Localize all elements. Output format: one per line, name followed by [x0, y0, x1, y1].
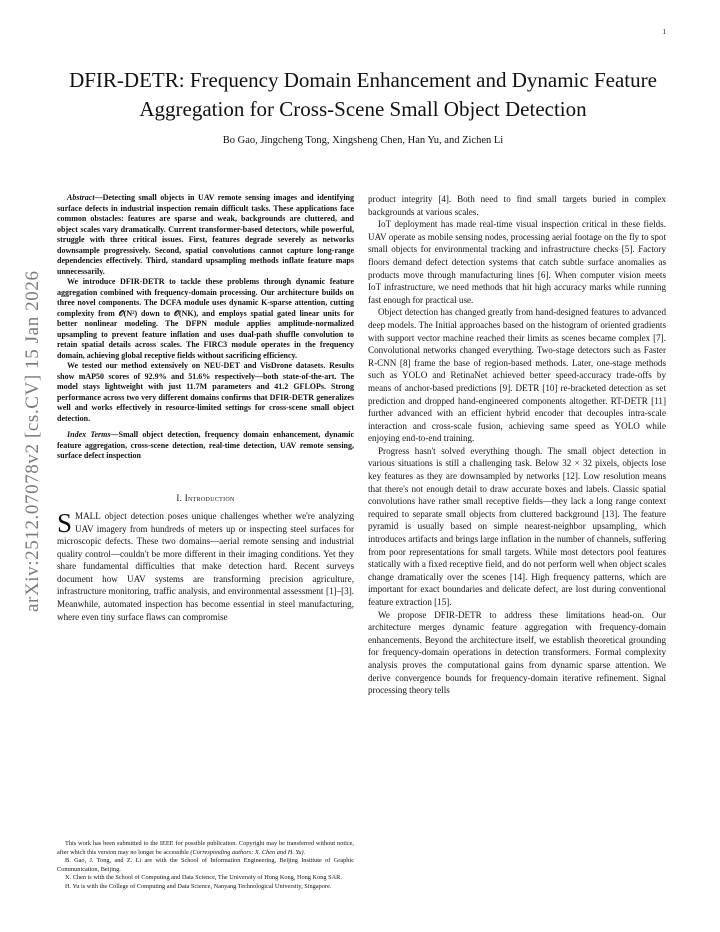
abstract-paragraph-2: We introduce DFIR-DETR to tackle these problems through dynamic feature aggregation combined with frequency-domain processing. Our architecture builds on three novel components. The DCFA module uses dynamic K-sparse attention, cutting complexity from 𝒪(N²) down to 𝒪(NK), and employs spatial gated linear units for better nonlinear modeling. The DFPN module applies amplitude-normalized upsampling to prevent feature inflation and uses dual-path shuffle convolution to retain spatial details across scales. The FIRC3 module operates in the frequency domain, achieving global receptive fields without sacrificing efficiency. [57, 277, 354, 360]
right-paragraph-3: Progress hasn't solved everything though. The small object detection in various situations is still a challenging task. Below 32 × 32 pixels, objects lose key features as they are downsampled by networks [12]. Low resolution means that there's not enough detail to draw accurate boxes and labels. Classic spatial convolutions have rather small receptive fields—they lack a long range context required to separate small objects from cluttered background [13]. The feature pyramid is usually based on simple nearest-neighbor upsampling, which introduces artifacts and brings large inflation in the number of channels, suffering from poor representations for small targets. While most detectors pool features statically with a fixed receptive field, and do not perform well when object scales change dramatically over the scenes [14]. High frequency patterns, which are important for exact boundaries and delicate defect, are lost during conventional feature extraction [15]. [368, 445, 666, 607]
right-paragraph-1: IoT deployment has made real-time visual inspection critical in these fields. UAV operate as mobile sensing nodes, processing aerial footage on the fly to spot small objects for environmental tracking and infrastructure checks [5]. Factory floors demand defect detection systems that catch subtle surface anomalies as products move through manufacturing lines [6]. When computer vision meets IoT infrastructure, we need methods that hit high accuracy marks while running fast enough for practical use. [368, 219, 666, 305]
index-terms-text: —Small object detection, frequency domain enhancement, dynamic feature aggregation, cross-scene detection, real-time detection, UAV remote sensing, surface defect inspection [57, 430, 355, 460]
right-column [368, 193, 666, 697]
introduction-paragraph [57, 507, 354, 623]
abstract-paragraph-1 [57, 193, 354, 277]
drop-cap: S [57, 507, 73, 538]
intro-first-word: MALL [75, 510, 101, 521]
abstract [57, 193, 354, 424]
right-paragraph-4: We propose DFIR-DETR to address these limitations head-on. Our architecture merges dynamic feature aggregation with frequency-domain enhancements. Beyond the architecture itself, we establish theoretical grounding for frequency-domain operations in detection transformers. Formal complexity analysis proves the computational gains from dynamic sparse attention. We derive convergence bounds for frequency-domain iterative refinement. Signal processing theory tells [368, 609, 666, 696]
section-heading-introduction: I. Introduction [176, 492, 235, 503]
right-paragraph-0: product integrity [4]. Both need to find small targets buried in complex backgrounds at various scales. [368, 194, 666, 217]
index-terms [57, 430, 354, 462]
footnote-corresponding-authors: (Corresponding authors: X. Chen and H. Yu). [190, 848, 306, 856]
paper-title: DFIR-DETR: Frequency Domain Enhancement and Dynamic Feature Aggregation for Cross-Scene Small Object Detection [69, 68, 657, 121]
author-list: Bo Gao, Jingcheng Tong, Xingsheng Chen, Han Yu, and Zichen Li [222, 135, 504, 146]
abstract-text-1: —Detecting small objects in UAV remote sensing images and identifying surface defects in industrial inspection remain difficult tasks. These applications face common obstacles: features are sparse and weak, backgrounds are cluttered, and object scales vary dramatically. Current transformer-based detectors, while powerful, struggle with three critical issues. First, features degrade severely as networks downsample progressively. Second, spatial convolutions cannot capture long-range dependencies effectively. Third, standard upsampling methods inflate feature maps unnecessarily. [57, 193, 354, 276]
footnote-affiliation-1: B. Gao, J. Tong, and Z. Li are with the School of Information Engineering, Beijing Institute of Graphic Communication, Beijing. [57, 857, 354, 873]
abstract-paragraph-3: We tested our method extensively on NEU-DET and VisDrone datasets. Results show mAP50 scores of 92.9% and 51.6% respectively—both state-of-the-art. The model stays lightweight with just 11.7M parameters and 41.2 GFLOPs. Strong performance across two very different domains confirms that DFIR-DETR generalizes well and works effectively in resource-limited settings for cross-scene small object detection. [57, 361, 354, 423]
arxiv-identifier-stamp: arXiv:2512.07078v2 [cs.CV] 15 Jan 2026 [22, 270, 43, 612]
footnote-affiliation-3: H. Yu is with the College of Computing and Data Science, Nanyang Technological University, Singapore. [65, 882, 332, 890]
footnote-affiliation-2: X. Chen is with the School of Computing and Data Science, The University of Hong Kong, Hong Kong SAR. [65, 874, 342, 882]
abstract-lead: Abstract [67, 193, 95, 202]
intro-text: object detection poses unique challenges whether we're analyzing UAV imagery from hundreds of meters up or inspecting steel surfaces for microscopic defects. These two domains—aerial remote sensing and industrial quality control—couldn't be more different in their imaging conditions. Yet they share fundamental difficulties that make detection hard. Recent surveys document how UAV systems are transforming precision agriculture, infrastructure monitoring, traffic analysis, and environmental assessment [1]–[3]. Meanwhile, automated inspection has become essential in steel manufacturing, where even tiny surface flaws can compromise [57, 510, 354, 622]
index-terms-lead: Index Terms [67, 430, 111, 439]
footnote [57, 840, 354, 892]
page-number: 1 [662, 28, 666, 36]
left-column [57, 193, 354, 623]
right-paragraph-2: Object detection has changed greatly from hand-designed features to advanced deep models. The Initial approaches based on the histogram of oriented gradients with support vector machine reached their limits as scenes became complex [7]. Convolutional networks changed everything. Two-stage detectors such as Faster R-CNN [8] frame the base of region-based methods. Later, one-stage methods such as YOLO and RetinaNet achieved better speed-accuracy trade-offs by means of anchor-based predictions [9]. DETR [10] re-bracketed detection as set prediction and dropped hand-engineered components altogether. RT-DETR [11] further advanced with an efficient hybrid encoder that decouples intra-scale interaction and cross-scale fusion, achieving same speed as YOLO while enjoying end-to-end training. [368, 307, 666, 444]
footnote-copyright [57, 840, 354, 857]
footnote-copyright-text: This work has been submitted to the IEEE for possible publication. Copyright may be transferred without notice, after which this version may no longer be accessible [57, 840, 354, 856]
